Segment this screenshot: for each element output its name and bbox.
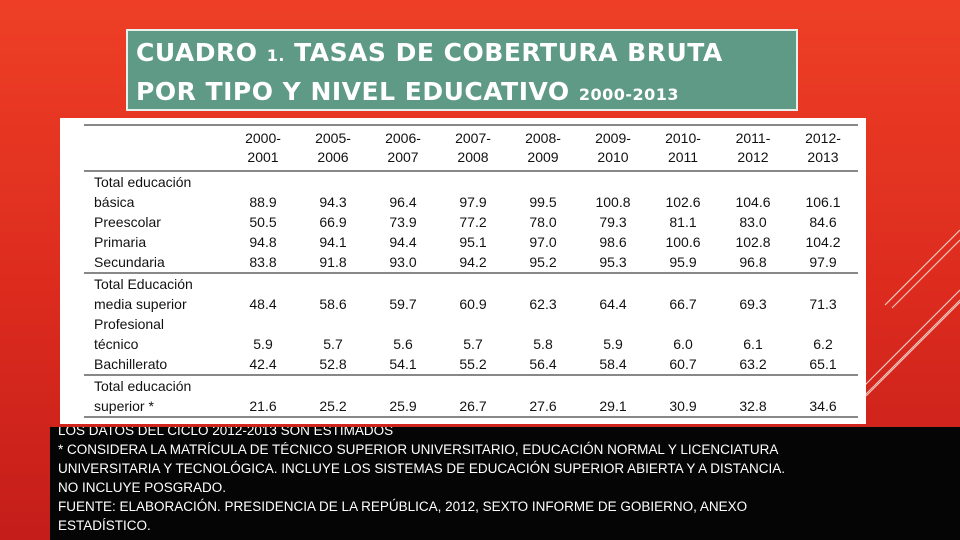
table-cell [298,375,368,396]
table-cell: 71.3 [809,296,837,312]
table-row [84,354,858,375]
table-cell: 98.6 [599,234,627,250]
table-cell: 95.9 [669,254,697,270]
year-header: 2007- 2008 [438,125,508,171]
table-cell: 94.2 [459,254,487,270]
title-box [126,29,798,111]
table-cell: 100.8 [595,194,631,210]
table-cell [578,171,648,192]
table-cell [648,314,718,334]
coverage-table [84,124,858,418]
table-cell: 81.1 [669,214,697,230]
row-label: Secundaria [94,254,165,270]
row-label: Bachillerato [94,356,168,372]
table-cell [718,273,788,294]
row-label: Total educación [94,174,192,190]
table-cell: 77.2 [459,214,487,230]
table-cell: 64.4 [599,296,627,312]
year-header: 2000- 2001 [228,125,298,171]
table-cell: 25.2 [298,396,368,417]
row-label: Profesional [94,316,165,332]
table-cell [438,375,508,396]
table-row [84,212,858,232]
table-cell: 95.2 [529,254,557,270]
table-cell: 97.0 [529,234,557,250]
table-cell [648,171,718,192]
table-cell: 96.8 [739,254,767,270]
table-cell [368,273,438,294]
table-cell [578,273,648,294]
year-header: 2011- 2012 [718,125,788,171]
row-label: Total Educación [84,273,228,294]
row-label: técnico [94,336,139,352]
row-label: Preescolar [94,214,161,230]
title-line-1: CUADRO 1. TASAS DE COBERTURA BRUTA [136,38,723,67]
note-line: LOS DATOS DEL CICLO 2012-2013 SON ESTIMADOS [58,427,394,438]
table-cell: 73.9 [389,214,417,230]
year-header: 2012- 2013 [788,125,858,171]
row-label: media superior [94,296,187,312]
table-cell: 104.6 [735,194,771,210]
table-row [84,396,858,417]
year-header: 2009- 2010 [578,125,648,171]
table-cell: 94.8 [249,234,277,250]
table-row [84,314,858,334]
table-cell: 78.0 [529,214,557,230]
note-line: UNIVERSITARIA Y TECNOLÓGICA. INCLUYE LOS SISTEMAS DE EDUCACIÓN SUPERIOR ABIERTA Y A DISTANCIA. [58,461,785,476]
table-row [84,232,858,252]
table-cell: 6.0 [673,336,693,352]
table-row [84,334,858,354]
table-cell [228,273,298,294]
year-header: 2006- 2007 [368,125,438,171]
table-cell [508,171,578,192]
table-cell: 5.7 [463,336,483,352]
table-cell: 5.9 [603,336,623,352]
year-header: 2008- 2009 [508,125,578,171]
table-cell: 66.7 [669,296,697,312]
table-cell: 100.6 [665,234,701,250]
table-cell [228,171,298,192]
table-cell: 91.8 [319,254,347,270]
table-cell: 58.4 [599,356,627,372]
table-cell: 102.8 [735,234,771,250]
table-header-row [84,125,858,171]
table-cell: 6.1 [743,336,763,352]
table-cell: 59.7 [389,296,417,312]
table-cell: 34.6 [788,396,858,417]
table-cell [508,375,578,396]
header-blank [84,125,228,171]
table-cell [508,314,578,334]
table-row [84,294,858,314]
table-cell [788,273,858,294]
table-cell: 42.4 [249,356,277,372]
table-cell: 63.2 [739,356,767,372]
note-line: NO INCLUYE POSGRADO. [58,480,227,495]
year-header: 2010- 2011 [648,125,718,171]
table-cell: 56.4 [529,356,557,372]
table-cell: 95.1 [459,234,487,250]
table-cell [718,171,788,192]
table-cell: 50.5 [249,214,277,230]
table-cell: 54.1 [389,356,417,372]
table-cell [648,375,718,396]
row-label: Total educación [84,375,228,396]
table-cell: 6.2 [813,336,833,352]
table-cell [718,314,788,334]
table-cell [508,273,578,294]
table-cell: 48.4 [249,296,277,312]
table-cell [298,314,368,334]
table-cell: 104.2 [805,234,841,250]
table-cell: 5.8 [533,336,553,352]
table-row [84,375,858,396]
table-cell: 94.3 [319,194,347,210]
table-cell: 62.3 [529,296,557,312]
table-cell: 60.9 [459,296,487,312]
table-cell: 93.0 [389,254,417,270]
table-cell [438,171,508,192]
table-cell [228,375,298,396]
table-cell: 60.7 [669,356,697,372]
table-cell: 30.9 [648,396,718,417]
table-cell [788,171,858,192]
table-cell: 66.9 [319,214,347,230]
table-cell [228,314,298,334]
table-cell [368,375,438,396]
table-cell [368,314,438,334]
table-cell: 52.8 [319,356,347,372]
table-cell [298,171,368,192]
table-cell: 95.3 [599,254,627,270]
table-cell: 5.6 [393,336,413,352]
row-label: básica [94,194,135,210]
table-cell [298,273,368,294]
coverage-table-card [60,118,866,424]
table-row [84,192,858,212]
table-cell [718,375,788,396]
year-header: 2005- 2006 [298,125,368,171]
table-cell: 88.9 [249,194,277,210]
table-cell: 29.1 [578,396,648,417]
title-line-2: POR TIPO Y NIVEL EDUCATIVO 2000-2013 [136,77,680,106]
table-cell: 21.6 [228,396,298,417]
table-row [84,171,858,192]
notes-box [50,427,960,540]
table-cell: 96.4 [389,194,417,210]
table-cell: 55.2 [459,356,487,372]
row-label: superior * [84,396,228,417]
table-cell [788,375,858,396]
table-row [84,273,858,294]
table-cell [368,171,438,192]
table-cell: 26.7 [438,396,508,417]
table-cell [438,314,508,334]
table-cell: 94.4 [389,234,417,250]
table-cell: 5.9 [253,336,273,352]
table-cell: 97.9 [809,254,837,270]
table-cell [438,273,508,294]
table-cell: 32.8 [718,396,788,417]
table-cell: 84.6 [809,214,837,230]
table-cell: 83.0 [739,214,767,230]
table-cell: 97.9 [459,194,487,210]
table-cell [578,314,648,334]
table-cell: 99.5 [529,194,557,210]
note-line: * CONSIDERA LA MATRÍCULA DE TÉCNICO SUPERIOR UNIVERSITARIO, EDUCACIÓN NORMAL Y LICENCIATURA [58,442,779,457]
table-cell [648,273,718,294]
note-line: FUENTE: ELABORACIÓN. PRESIDENCIA DE LA REPÚBLICA, 2012, SEXTO INFORME DE GOBIERNO, ANEXO [58,499,748,514]
row-label: Primaria [94,234,147,250]
table-cell: 65.1 [809,356,837,372]
table-cell: 83.8 [249,254,277,270]
table-cell: 102.6 [665,194,701,210]
table-cell: 5.7 [323,336,343,352]
table-cell: 106.1 [805,194,841,210]
table-row [84,252,858,273]
table-cell: 69.3 [739,296,767,312]
table-cell: 58.6 [319,296,347,312]
table-cell [578,375,648,396]
table-cell [788,314,858,334]
table-cell: 79.3 [599,214,627,230]
table-cell: 27.6 [508,396,578,417]
table-cell: 25.9 [368,396,438,417]
note-line: ESTADÍSTICO. [58,518,151,533]
table-cell: 94.1 [319,234,347,250]
